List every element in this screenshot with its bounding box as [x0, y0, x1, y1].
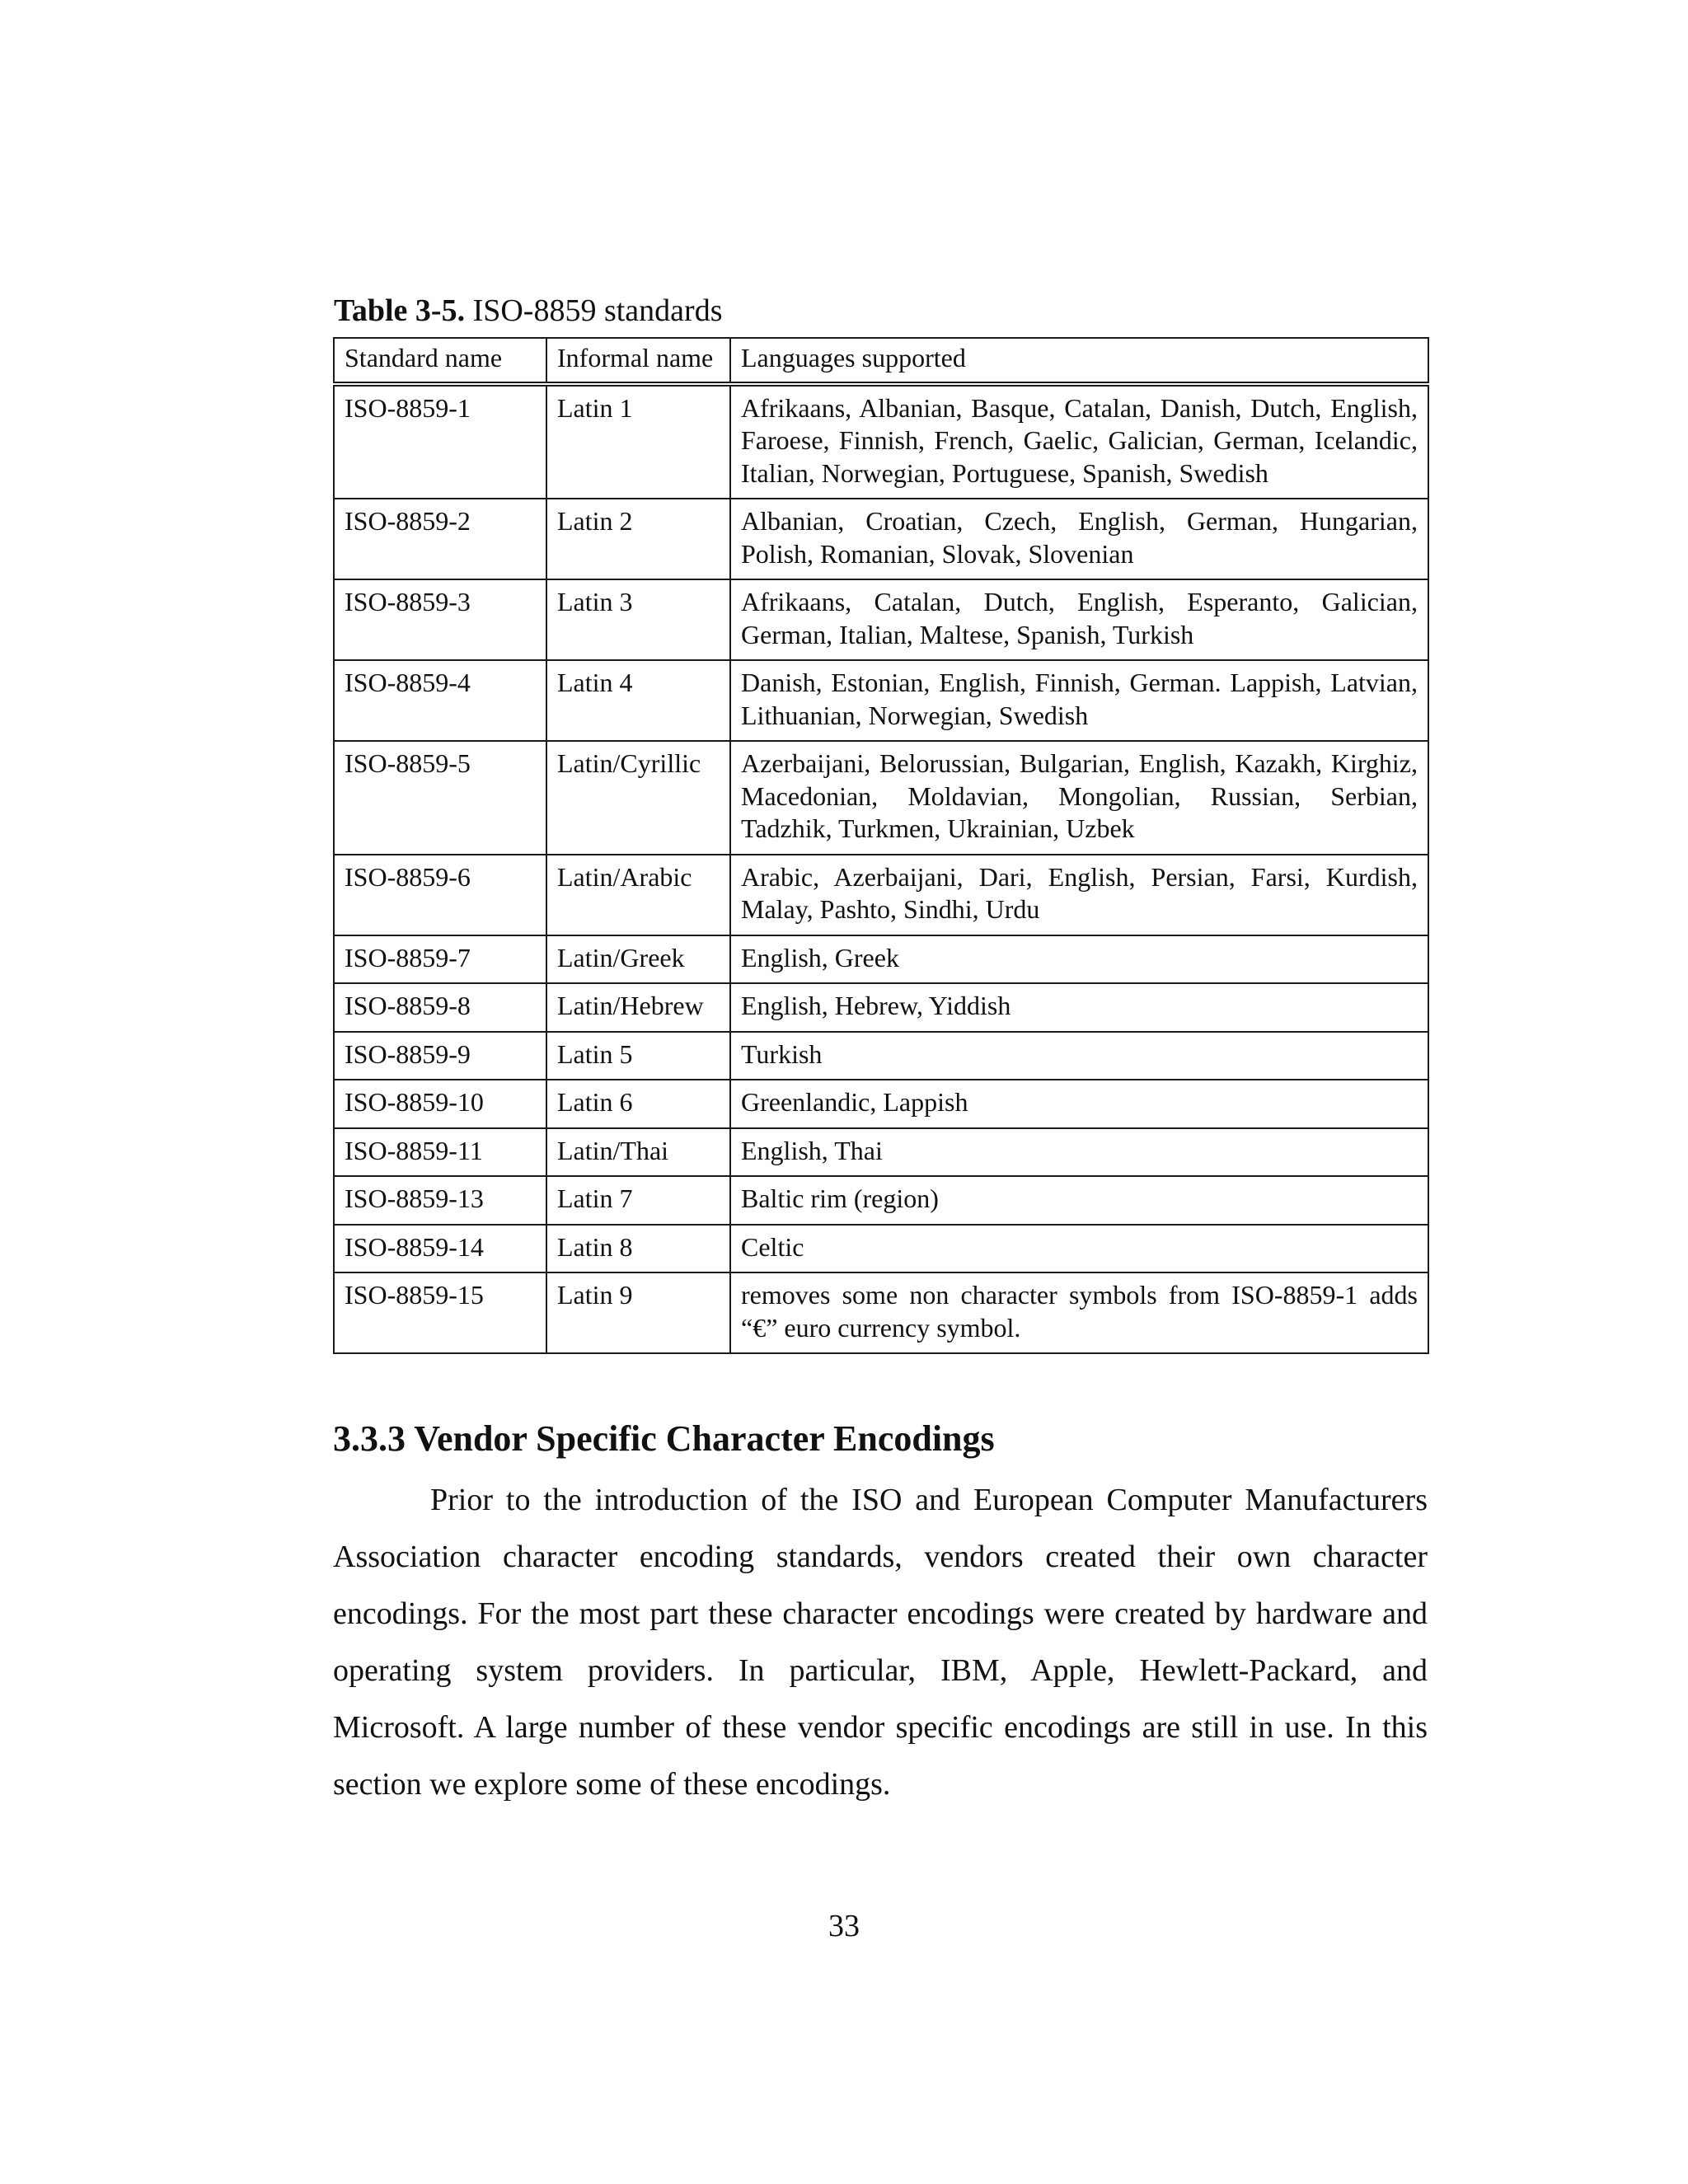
- languages-cell: Turkish: [730, 1032, 1428, 1080]
- standard-name-cell: ISO-8859-4: [334, 660, 546, 741]
- table-caption-label: Table 3-5.: [334, 293, 466, 328]
- informal-name-cell: Latin 7: [546, 1176, 730, 1225]
- standard-name-cell: ISO-8859-3: [334, 579, 546, 660]
- standard-name-cell: ISO-8859-10: [334, 1080, 546, 1128]
- table-caption-text: ISO-8859 standards: [465, 293, 723, 328]
- informal-name-cell: Latin 3: [546, 579, 730, 660]
- table-header: [334, 338, 1428, 384]
- table-row: [334, 1176, 1428, 1225]
- page-number: 33: [828, 1909, 860, 1943]
- table-row: [334, 1272, 1428, 1353]
- table-row: [334, 1225, 1428, 1273]
- table-row: [334, 1080, 1428, 1128]
- languages-cell: Celtic: [730, 1225, 1428, 1273]
- languages-cell: Danish, Estonian, English, Finnish, German. Lappish, Latvian, Lithuanian, Norwegian, Swedish: [730, 660, 1428, 741]
- standard-name-cell: ISO-8859-8: [334, 983, 546, 1032]
- informal-name-cell: Latin 5: [546, 1032, 730, 1080]
- informal-name-cell: Latin 2: [546, 499, 730, 579]
- header-informal-name: Informal name: [546, 338, 730, 384]
- languages-cell: English, Thai: [730, 1128, 1428, 1177]
- standard-name-cell: ISO-8859-6: [334, 855, 546, 935]
- languages-cell: Albanian, Croatian, Czech, English, German, Hungarian, Polish, Romanian, Slovak, Slovenian: [730, 499, 1428, 579]
- standard-name-cell: ISO-8859-1: [334, 384, 546, 499]
- standard-name-cell: ISO-8859-2: [334, 499, 546, 579]
- standard-name-cell: ISO-8859-7: [334, 935, 546, 984]
- informal-name-cell: Latin/Greek: [546, 935, 730, 984]
- languages-cell: English, Greek: [730, 935, 1428, 984]
- table-row: [334, 384, 1428, 499]
- languages-cell: Greenlandic, Lappish: [730, 1080, 1428, 1128]
- languages-cell: English, Hebrew, Yiddish: [730, 983, 1428, 1032]
- table-row: [334, 935, 1428, 984]
- table-header-row: [334, 338, 1428, 384]
- standard-name-cell: ISO-8859-14: [334, 1225, 546, 1273]
- standard-name-cell: ISO-8859-15: [334, 1272, 546, 1353]
- informal-name-cell: Latin 6: [546, 1080, 730, 1128]
- informal-name-cell: Latin/Cyrillic: [546, 741, 730, 855]
- table-row: [334, 855, 1428, 935]
- languages-cell: Afrikaans, Albanian, Basque, Catalan, Danish, Dutch, English, Faroese, Finnish, French, Gaelic, Galician, German, Icelandic, Italian, Norwegian, Portuguese, Spanish, Swedish: [730, 384, 1428, 499]
- standard-name-cell: ISO-8859-13: [334, 1176, 546, 1225]
- informal-name-cell: Latin/Arabic: [546, 855, 730, 935]
- informal-name-cell: Latin/Thai: [546, 1128, 730, 1177]
- languages-cell: Azerbaijani, Belorussian, Bulgarian, English, Kazakh, Kirghiz, Macedonian, Moldavian, Mongolian, Russian, Serbian, Tadzhik, Turkmen, Ukrainian, Uzbek: [730, 741, 1428, 855]
- table-caption: [334, 290, 722, 331]
- table-row: [334, 660, 1428, 741]
- table-row: [334, 741, 1428, 855]
- header-languages-supported: Languages supported: [730, 338, 1428, 384]
- standard-name-cell: ISO-8859-11: [334, 1128, 546, 1177]
- standard-name-cell: ISO-8859-9: [334, 1032, 546, 1080]
- informal-name-cell: Latin 8: [546, 1225, 730, 1273]
- section-heading: 3.3.3 Vendor Specific Character Encodings: [333, 1418, 995, 1459]
- standard-name-cell: ISO-8859-5: [334, 741, 546, 855]
- iso-8859-standards-table: [333, 337, 1429, 1354]
- languages-cell: Baltic rim (region): [730, 1176, 1428, 1225]
- informal-name-cell: Latin 1: [546, 384, 730, 499]
- table-row: [334, 1128, 1428, 1177]
- section-paragraph: Prior to the introduction of the ISO and European Computer Manufacturers Association character encoding standards, vendors created their own character encodings. For the most part these character encodings were created by hardware and operating system providers. In particular, IBM, Apple, Hewlett-Packard, and Microsoft. A large number of these vendor specific encodings are still in use. In this section we explore some of these encodings.: [333, 1483, 1428, 1802]
- header-standard-name: Standard name: [334, 338, 546, 384]
- languages-cell: removes some non character symbols from ISO-8859-1 adds “€” euro currency symbol.: [730, 1272, 1428, 1353]
- table-row: [334, 499, 1428, 579]
- informal-name-cell: Latin 4: [546, 660, 730, 741]
- table-body: [334, 384, 1428, 1354]
- table-row: [334, 1032, 1428, 1080]
- informal-name-cell: Latin/Hebrew: [546, 983, 730, 1032]
- languages-cell: Arabic, Azerbaijani, Dari, English, Persian, Farsi, Kurdish, Malay, Pashto, Sindhi, Urdu: [730, 855, 1428, 935]
- informal-name-cell: Latin 9: [546, 1272, 730, 1353]
- table-row: [334, 579, 1428, 660]
- languages-cell: Afrikaans, Catalan, Dutch, English, Esperanto, Galician, German, Italian, Maltese, Spanish, Turkish: [730, 579, 1428, 660]
- table-row: [334, 983, 1428, 1032]
